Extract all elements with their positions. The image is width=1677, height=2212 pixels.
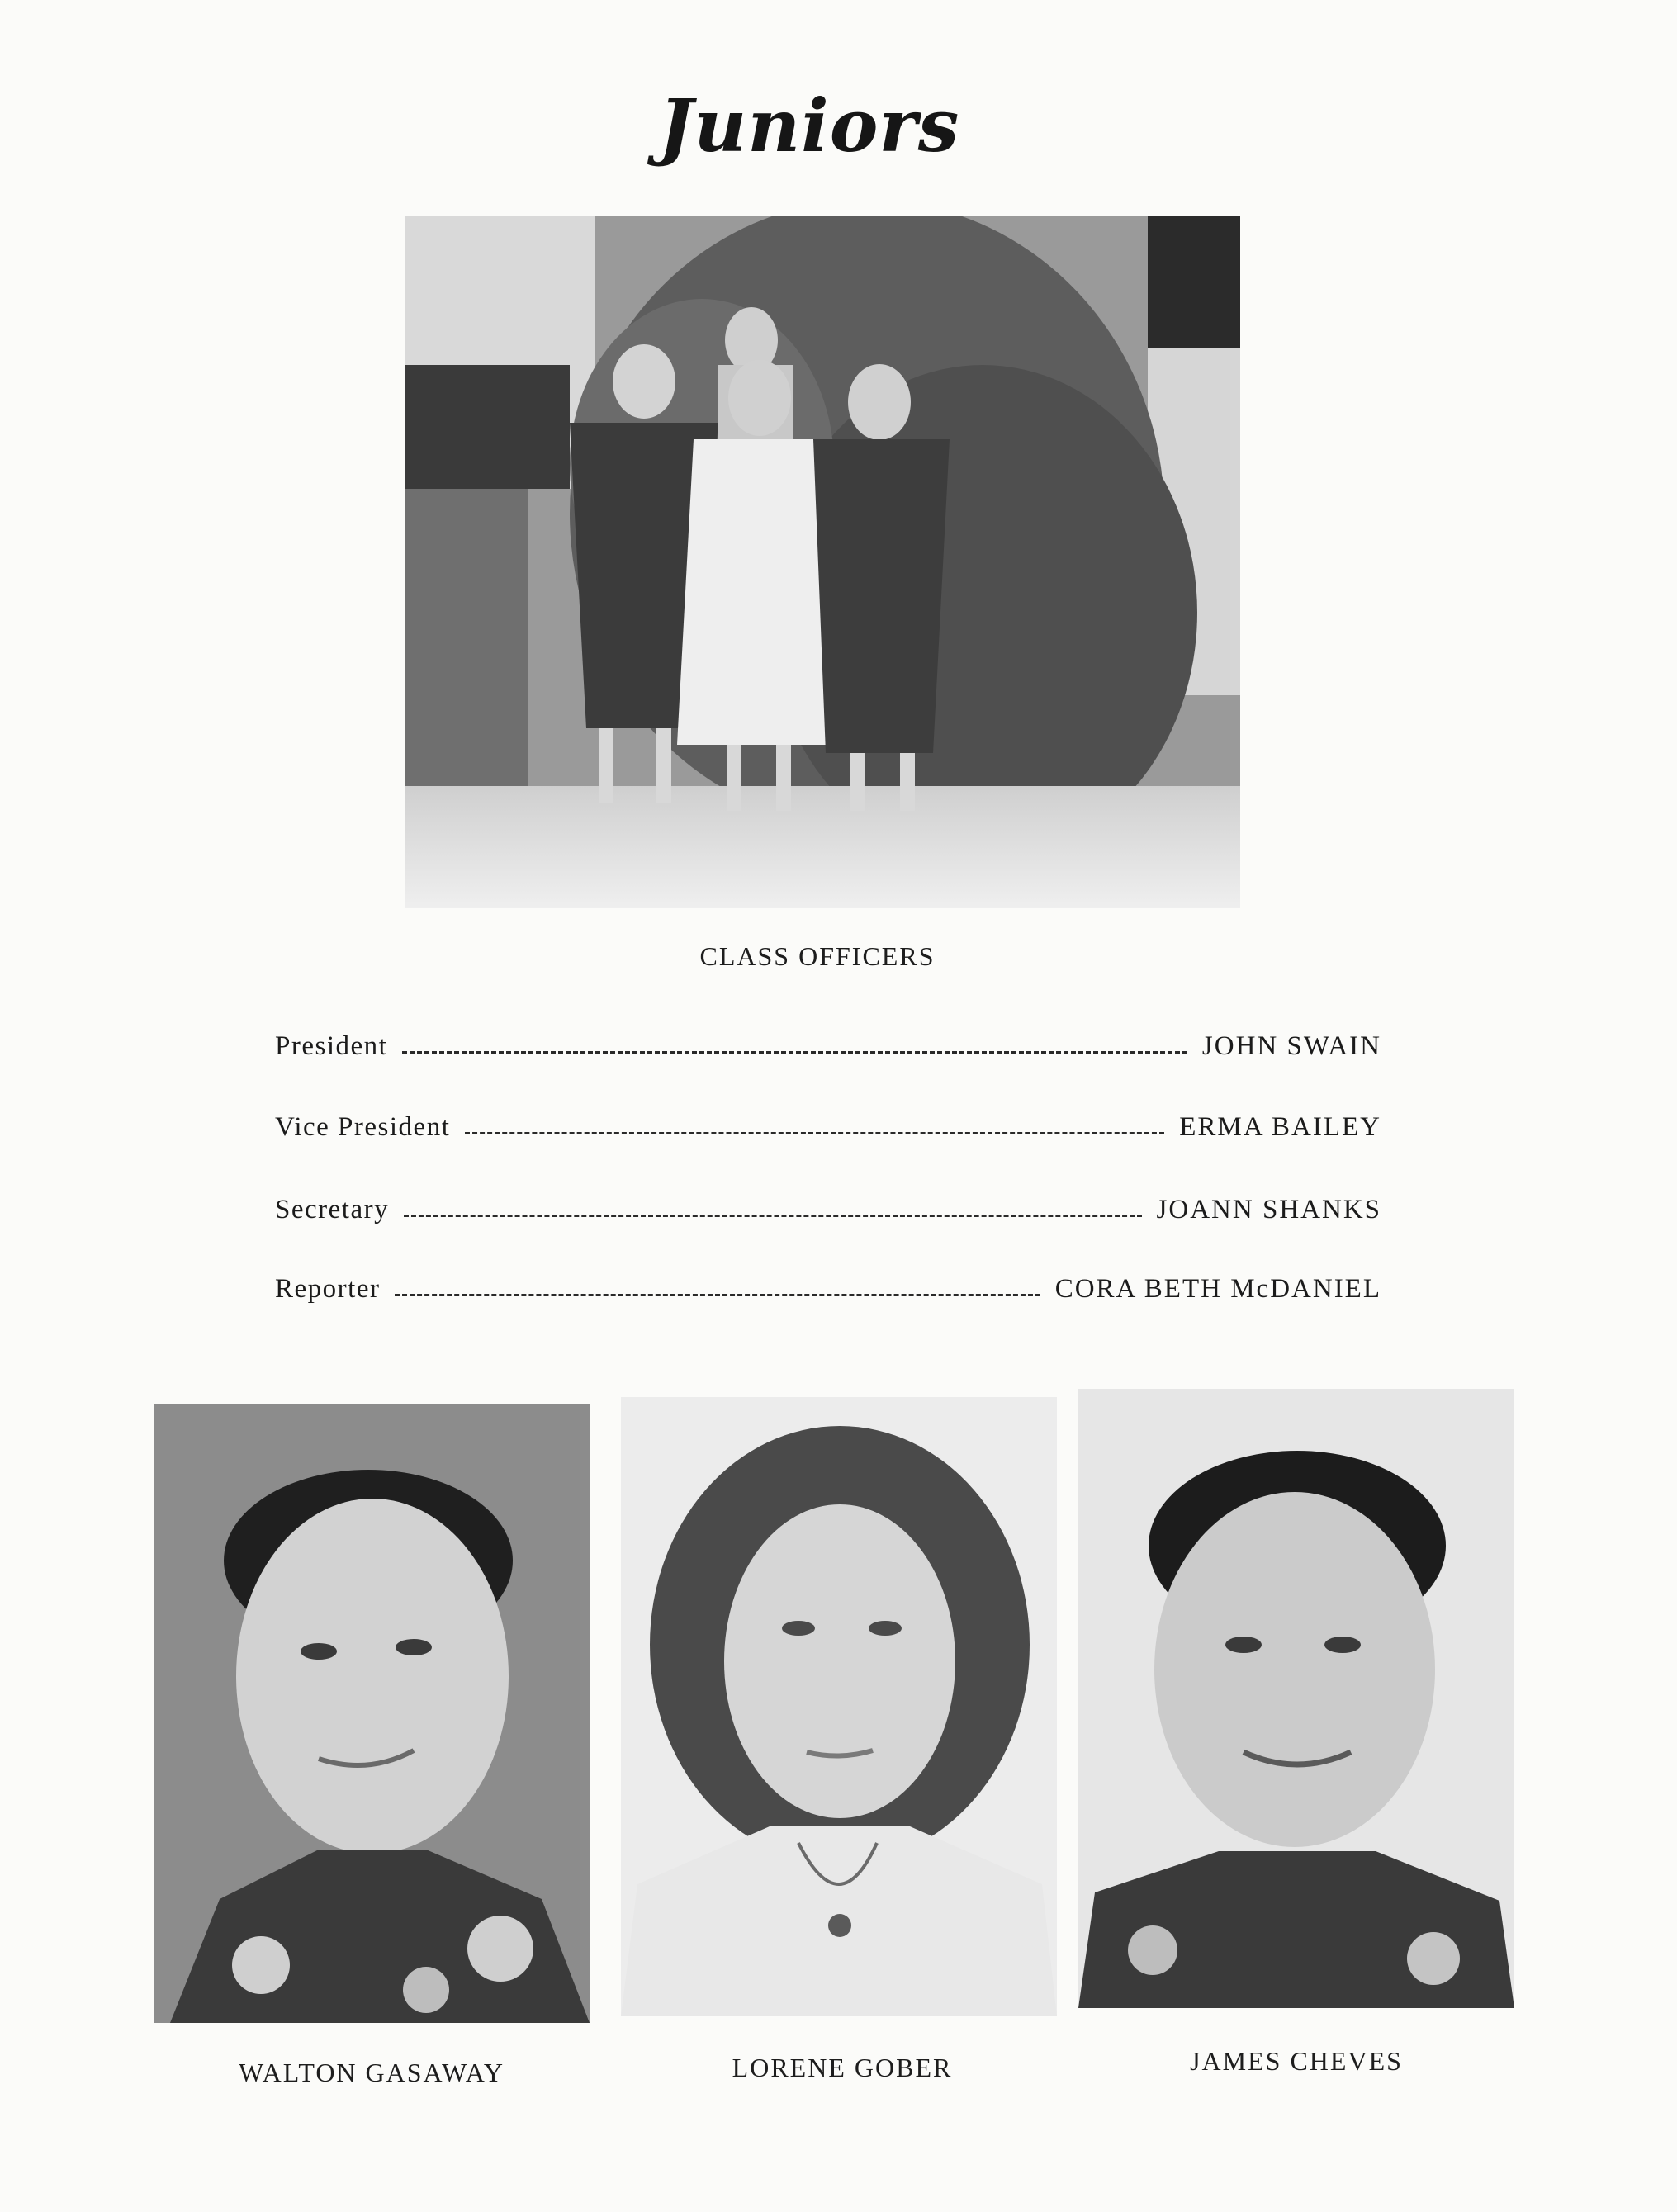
- officer-role: Reporter: [275, 1274, 381, 1304]
- officer-role: President: [275, 1031, 388, 1061]
- portrait-photo-james-cheves: [1078, 1389, 1514, 2008]
- class-officers-caption: CLASS OFFICERS: [699, 941, 936, 971]
- portrait-name-caption: LORENE GOBER: [732, 2053, 953, 2082]
- officer-row-president: [275, 1022, 1381, 1062]
- officer-role: Secretary: [275, 1195, 390, 1224]
- portrait-image: [621, 1397, 1057, 2016]
- portrait-photo-walton-gasaway: [154, 1404, 590, 2023]
- portrait-image: [1078, 1389, 1514, 2008]
- dotted-leader: [402, 1051, 1187, 1054]
- portrait-image: [154, 1404, 590, 2023]
- officer-name: ERMA BAILEY: [1179, 1112, 1381, 1142]
- class-officers-photo: [405, 216, 1240, 908]
- officer-row-vice-president: [275, 1103, 1381, 1143]
- dotted-leader: [465, 1132, 1164, 1134]
- class-officers-photo-image: [405, 216, 1240, 908]
- officer-name: JOANN SHANKS: [1156, 1195, 1381, 1224]
- portrait-name-caption: WALTON GASAWAY: [238, 2058, 505, 2087]
- officer-name: CORA BETH McDANIEL: [1054, 1274, 1381, 1304]
- page-title: Juniors: [658, 83, 960, 168]
- dotted-leader: [404, 1215, 1141, 1217]
- portrait-name-caption: JAMES CHEVES: [1190, 2046, 1403, 2076]
- dotted-leader: [395, 1294, 1040, 1296]
- officer-name: JOHN SWAIN: [1201, 1031, 1381, 1061]
- officer-role: Vice President: [275, 1112, 451, 1142]
- portrait-photo-lorene-gober: [621, 1397, 1057, 2016]
- officer-row-reporter: [275, 1265, 1381, 1305]
- officer-row-secretary: [275, 1186, 1381, 1225]
